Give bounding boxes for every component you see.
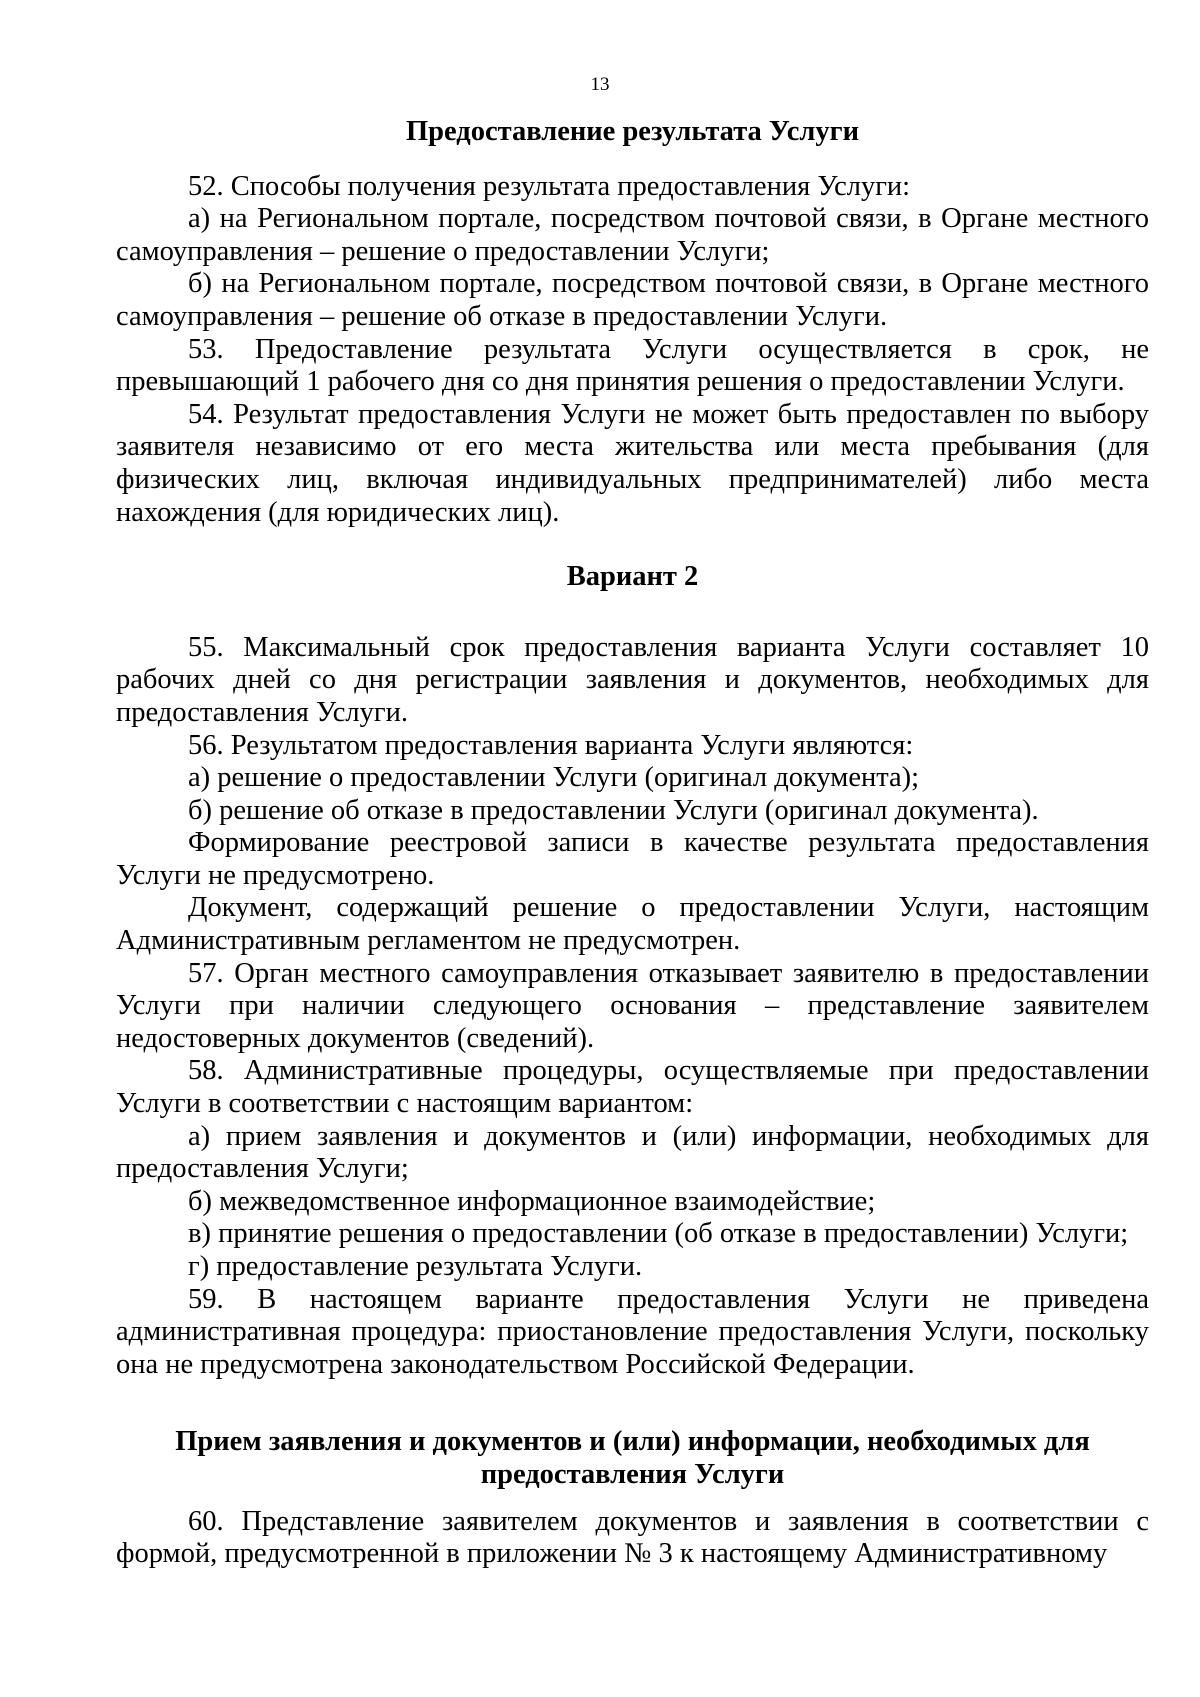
- heading-line: предоставления Услуги: [480, 1458, 785, 1490]
- paragraph: 55. Максимальный срок предоставления варианта Услуги составляет 10 рабочих дней со дня регистрации заявления и документов, необходимых для предоставления Услуги.: [116, 631, 1149, 728]
- paragraph: 59. В настоящем варианте предоставления Услуги не приведена административная процедура: приостановление предоставления Услуги, поскольку она не предусмотрена законодательством Российской Федерации.: [116, 1283, 1149, 1380]
- paragraph: б) межведомственное информационное взаимодействие;: [188, 1185, 876, 1217]
- paragraph: 58. Административные процедуры, осуществляемые при предоставлении Услуги в соответствии с настоящим вариантом:: [116, 1055, 1149, 1120]
- paragraph: Формирование реестровой записи в качестве результата предоставления Услуги не предусмотрено.: [116, 827, 1149, 891]
- paragraph: 56. Результатом предоставления варианта Услуги являются:: [188, 729, 914, 761]
- page-number: 13: [590, 74, 610, 95]
- paragraph: 53. Предоставление результата Услуги осуществляется в срок, не превышающий 1 рабочего дня со дня принятия решения о предоставлении Услуги.: [116, 333, 1149, 398]
- section-heading-variant: Вариант 2: [566, 561, 699, 593]
- section-heading-result: Предоставление результата Услуги: [405, 116, 860, 147]
- paragraph: 60. Представление заявителем документов и заявления в соответствии с формой, предусмотренной в приложении № 3 к настоящему Административному: [116, 1505, 1149, 1570]
- paragraph: а) прием заявления и документов и (или) информации, необходимых для предоставления Услуги;: [116, 1120, 1149, 1185]
- paragraph: в) принятие решения о предоставлении (об отказе в предоставлении) Услуги;: [188, 1218, 1129, 1250]
- paragraph: а) решение о предоставлении Услуги (оригинал документа);: [188, 762, 920, 794]
- section-heading-reception: [116, 1426, 1149, 1491]
- paragraph: б) на Региональном портале, посредством почтовой связи, в Органе местного самоуправления – решение об отказе в предоставлении Услуги.: [116, 268, 1149, 332]
- paragraph: 52. Способы получения результата предоставления Услуги:: [188, 170, 911, 202]
- paragraph: Документ, содержащий решение о предоставлении Услуги, настоящим Административным регламентом не предусмотрен.: [116, 892, 1149, 957]
- heading-line: Прием заявления и документов и (или) информации, необходимых для: [175, 1426, 1090, 1458]
- document-body: [116, 116, 1149, 1571]
- paragraph: б) решение об отказе в предоставлении Услуги (оригинал документа).: [188, 794, 1039, 826]
- paragraph: 54. Результат предоставления Услуги не может быть предоставлен по выбору заявителя независимо от его места жительства или места пребывания (для физических лиц, включая индивидуальных предпринимателей) либо места нахождения (для юридических лиц).: [116, 398, 1149, 528]
- paragraph: 57. Орган местного самоуправления отказывает заявителю в предоставлении Услуги при наличии следующего основания – представление заявителем недостоверных документов (сведений).: [116, 957, 1149, 1054]
- paragraph: а) на Региональном портале, посредством почтовой связи, в Органе местного самоуправления – решение о предоставлении Услуги;: [116, 203, 1149, 267]
- paragraph: г) предоставление результата Услуги.: [188, 1251, 643, 1282]
